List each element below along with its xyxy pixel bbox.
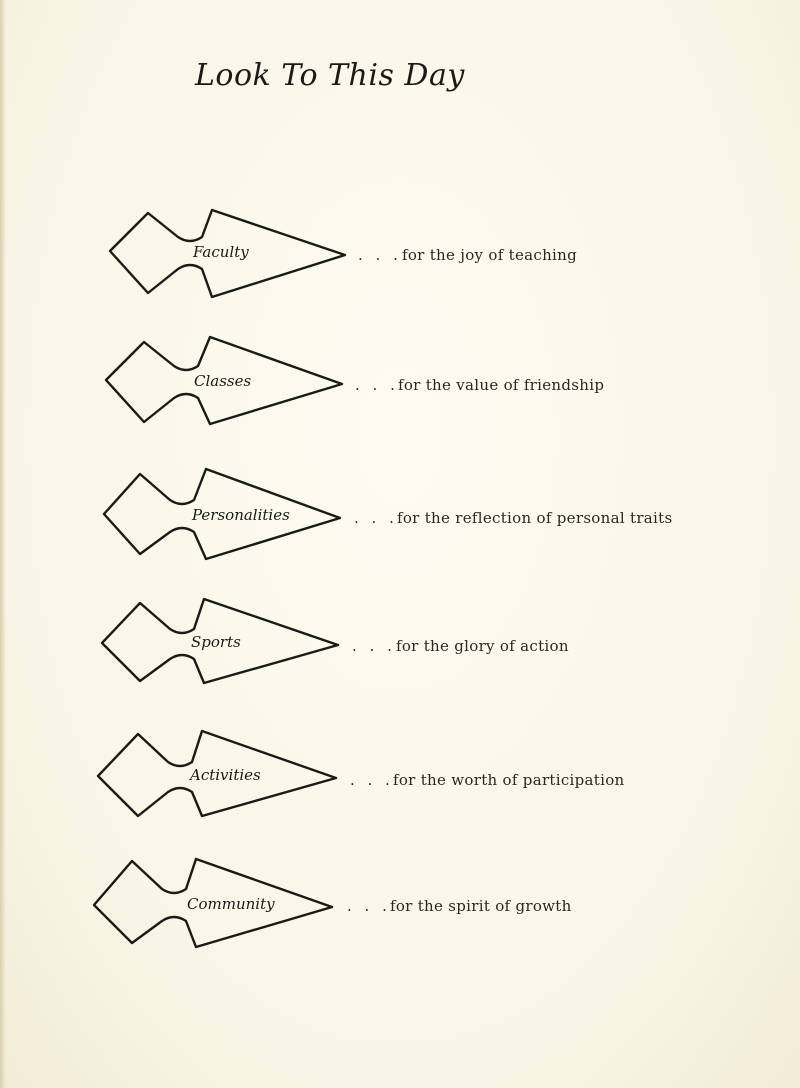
section-phrase: for the reflection of personal traits	[397, 509, 673, 527]
section-label: Sports	[191, 633, 241, 651]
leader-dots: . . .	[354, 509, 398, 527]
leader-dots: . . .	[355, 376, 399, 394]
section-entry-classes	[0, 334, 800, 434]
leader-dots: . . .	[350, 771, 394, 789]
section-phrase: for the spirit of growth	[390, 897, 572, 915]
arrowhead-shape	[0, 597, 360, 697]
arrowhead-shape	[0, 730, 360, 830]
arrowhead-shape	[0, 334, 360, 434]
leader-dots: . . .	[358, 246, 402, 264]
section-entry-faculty	[0, 205, 800, 305]
section-entry-personalities	[0, 466, 800, 566]
section-phrase: for the worth of participation	[393, 771, 625, 789]
section-entry-activities	[0, 730, 800, 830]
section-phrase: for the joy of teaching	[402, 246, 577, 264]
section-entry-community	[0, 857, 800, 957]
arrowhead-shape	[0, 466, 360, 566]
page-title: Look To This Day	[195, 58, 465, 93]
section-label: Faculty	[193, 243, 249, 261]
leader-dots: . . .	[352, 637, 396, 655]
section-phrase: for the value of friendship	[398, 376, 605, 394]
arrowhead-shape	[0, 205, 360, 305]
section-label: Personalities	[192, 506, 290, 524]
leader-dots: . . .	[347, 897, 391, 915]
section-label: Classes	[194, 372, 252, 390]
arrowhead-shape	[0, 857, 360, 957]
section-label: Activities	[190, 766, 261, 784]
section-entry-sports	[0, 597, 800, 697]
section-label: Community	[187, 895, 275, 913]
section-phrase: for the glory of action	[396, 637, 569, 655]
